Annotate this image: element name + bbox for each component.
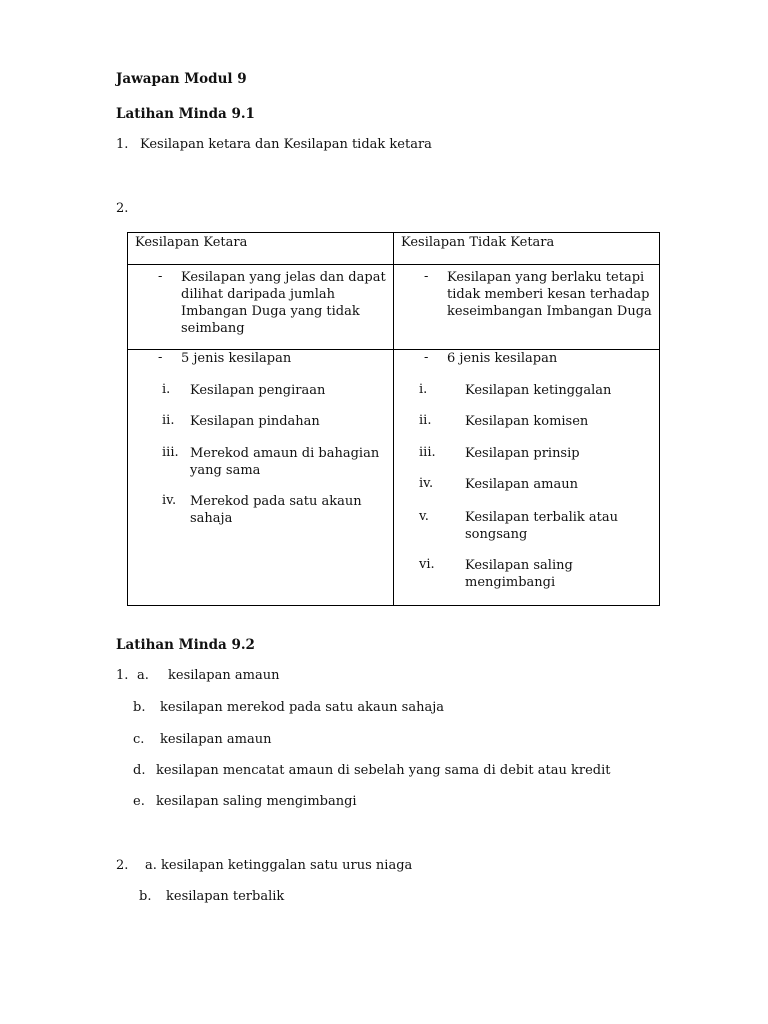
answer-text: Kesilapan ketara dan Kesilapan tidak ketara [140,137,432,152]
item-label: b. [139,889,152,904]
answer-text: kesilapan mencatat amaun di sebelah yang sama di debit atau kredit [156,763,611,778]
list-item-cont: yang sama [190,463,261,478]
list-item: Kesilapan ketinggalan [465,383,612,398]
list-item: Merekod amaun di bahagian [190,446,380,461]
table-cell [128,265,394,350]
roman-numeral: iv. [419,476,434,491]
item-label: d. [133,763,146,778]
section-heading-9-1: Latihan Minda 9.1 [116,106,255,122]
item-label: a. [145,858,157,873]
desc-line: dilihat daripada jumlah [181,287,336,302]
desc-line: tidak memberi kesan terhadap [447,287,650,302]
question-number: 1. [116,137,129,152]
table-header-cell [128,233,394,265]
dash-bullet: - [158,269,163,284]
table-cell [394,265,660,350]
list-item: Kesilapan pengiraan [190,383,326,398]
item-label: c. [133,732,145,747]
types-heading: 6 jenis kesilapan [447,351,558,366]
question-number: 2. [116,201,129,216]
list-item: Kesilapan saling [465,558,573,573]
desc-line: Kesilapan yang berlaku tetapi [447,270,645,285]
item-label: b. [133,700,146,715]
answer-text: kesilapan amaun [168,668,280,683]
dash-bullet: - [424,350,429,365]
answer-text: kesilapan saling mengimbangi [156,794,357,809]
roman-numeral: iv. [162,493,177,508]
answer-text: kesilapan ketinggalan satu urus niaga [161,858,413,873]
question-number: 1. [116,668,129,683]
answer-text: kesilapan amaun [160,732,272,747]
item-label: a. [137,668,149,683]
list-item: Kesilapan komisen [465,414,589,429]
section-heading-9-2: Latihan Minda 9.2 [116,637,255,653]
desc-line: Kesilapan yang jelas dan dapat [181,270,386,285]
item-label: e. [133,794,145,809]
dash-bullet: - [158,350,163,365]
list-item-cont: sahaja [190,511,233,526]
dash-bullet: - [424,269,429,284]
roman-numeral: iii. [419,445,436,460]
list-item-cont: mengimbangi [465,575,556,590]
roman-numeral: iii. [162,445,179,460]
comparison-table [127,232,660,606]
list-item: Kesilapan terbalik atau [465,510,618,525]
document-title: Jawapan Modul 9 [116,71,247,87]
table-header-cell [394,233,660,265]
list-item: Kesilapan amaun [465,477,578,492]
column-header-ketara: Kesilapan Ketara [135,235,248,250]
types-heading: 5 jenis kesilapan [181,351,292,366]
answer-text: kesilapan merekod pada satu akaun sahaja [160,700,444,715]
desc-line: keseimbangan Imbangan Duga [447,304,652,319]
desc-line: seimbang [181,321,245,336]
column-header-tidak-ketara: Kesilapan Tidak Ketara [401,235,555,250]
roman-numeral: ii. [419,413,432,428]
roman-numeral: i. [419,382,428,397]
question-number: 2. [116,858,129,873]
table-cell [128,350,394,606]
roman-numeral: vi. [419,557,435,572]
answer-text: kesilapan terbalik [166,889,285,904]
desc-line: Imbangan Duga yang tidak [181,304,360,319]
list-item: Kesilapan pindahan [190,414,320,429]
list-item: Kesilapan prinsip [465,446,580,461]
roman-numeral: v. [419,509,429,524]
roman-numeral: i. [162,382,171,397]
roman-numeral: ii. [162,413,175,428]
table-cell [394,350,660,606]
list-item: Merekod pada satu akaun [190,494,362,509]
list-item-cont: songsang [465,527,528,542]
